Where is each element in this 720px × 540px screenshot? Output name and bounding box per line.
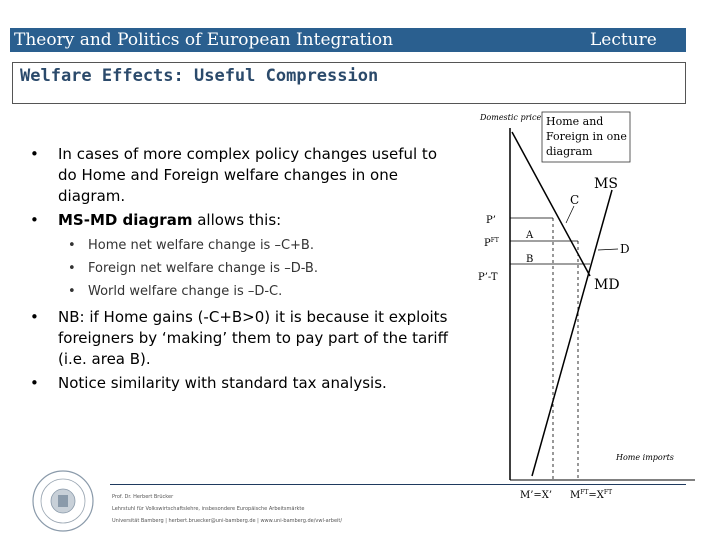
bullet-item: • MS-MD diagram allows this:: [28, 210, 448, 231]
bullet-bold-term: MS-MD diagram: [58, 211, 193, 229]
area-d-pointer: [598, 249, 618, 250]
footer-chair: Lehrstuhl für Volkswirtschaftslehre, insbesondere Europäische Arbeitsmärkte: [112, 506, 305, 512]
area-d-label: D: [620, 242, 630, 256]
price-label-p-ft: $P^{FT}$: [484, 237, 499, 249]
legend-text: Home and Foreign in one diagram: [546, 115, 627, 158]
footer-contact: Universität Bamberg | herbert.bruecker@uni-bamberg.de | www.uni-bamberg.de/vwl-arbeit/: [112, 518, 343, 524]
x-axis-label: Home imports: [616, 453, 674, 462]
y-axis-label: Domestic price: [480, 113, 542, 122]
sub-bullet-list: [28, 234, 448, 303]
md-label: MD: [594, 277, 620, 293]
course-title: Theory and Politics of European Integration: [14, 30, 394, 50]
area-a-label: A: [526, 230, 534, 241]
area-c-pointer: [566, 206, 574, 223]
lecture-label: Lecture: [590, 30, 657, 50]
footer-divider: [110, 484, 686, 485]
ms-md-diagram: [470, 106, 710, 516]
university-seal-logo: [30, 468, 96, 534]
qty-label-m-ft: $M^{FT}=X^{FT}$: [570, 489, 613, 501]
area-c-label: C: [570, 193, 580, 207]
price-label-p-prime-minus-t: P’-T: [478, 272, 498, 283]
bullet-list: [28, 144, 448, 397]
footer-author: Prof. Dr. Herbert Brücker: [112, 494, 174, 500]
bullet-item: • Notice similarity with standard tax analysis.: [28, 373, 448, 394]
bullet-item: • NB: if Home gains (-C+B>0) it is because it exploits foreigners by ‘making’ them to pay part of the tariff (i.e. area B).: [28, 307, 448, 370]
ms-label: MS: [594, 176, 618, 192]
bullet-item: • In cases of more complex policy changes useful to do Home and Foreign welfare changes in one diagram.: [28, 144, 448, 207]
sub-bullet-item: • Home net welfare change is –C+B.: [28, 234, 448, 257]
price-label-p-prime: P’: [486, 215, 496, 226]
sub-bullet-item: • World welfare change is –D-C.: [28, 280, 448, 303]
ms-curve: [532, 190, 612, 476]
slide-title: Welfare Effects: Useful Compression: [20, 66, 379, 86]
qty-label-m-prime: M’=X’: [520, 490, 553, 501]
area-b-label: B: [526, 254, 534, 265]
sub-bullet-item: • Foreign net welfare change is –D-B.: [28, 257, 448, 280]
